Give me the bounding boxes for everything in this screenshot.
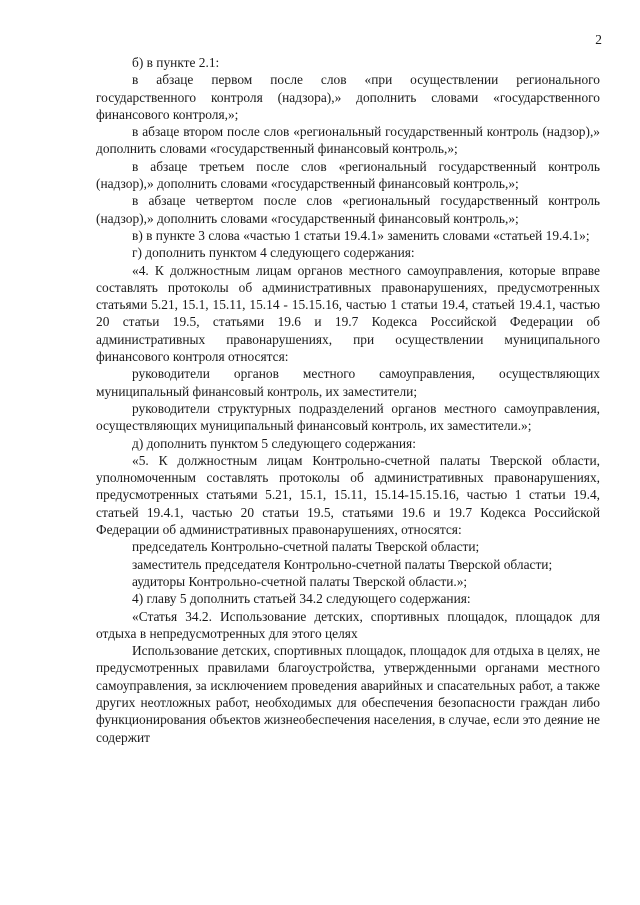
paragraph: в абзаце третьем после слов «региональный государственный контроль (надзор),» дополнить словами «государственный финансовый контроль,»; — [96, 158, 600, 192]
page-number: 2 — [595, 32, 602, 47]
paragraph: Использование детских, спортивных площадок, площадок для отдыха в целях, не предусмотренных правилами благоустройства, утвержденными органами местного самоуправления, за исключением проведения аварийных и спасательных работ, а также других неотложных работ, необходимых для обеспечения безопасности граждан либо функционирования объектов жизнеобеспечения населения, в случае, если это деяние не содержит — [96, 643, 600, 745]
paragraph: б) в пункте 2.1: — [132, 55, 220, 70]
paragraph: г) дополнить пунктом 4 следующего содержания: — [132, 245, 415, 261]
paragraph: «Статья 34.2. Использование детских, спортивных площадок, площадок для отдыха в непредусмотренных для этого целях — [96, 608, 600, 641]
paragraph: в абзаце четвертом после слов «региональный государственный контроль (надзор),» дополнить словами «государственный финансовый контроль,»; — [96, 193, 600, 226]
paragraph: аудиторы Контрольно-счетной палаты Тверской области.»; — [132, 573, 468, 589]
paragraph: д) дополнить пунктом 5 следующего содержания: — [132, 435, 416, 451]
paragraph: в абзаце первом после слов «при осуществлении регионального государственного контроля (надзора),» дополнить словами «государственного финансового контроля,»; — [96, 72, 600, 122]
paragraph: руководители структурных подразделений органов местного самоуправления, осуществляющих муниципальный финансовый контроль, их заместители.»; — [96, 400, 600, 434]
paragraph: председатель Контрольно-счетной палаты Тверской области; — [132, 539, 480, 555]
paragraph: «5. К должностным лицам Контрольно-счетной палаты Тверской области, уполномоченным составлять протоколы об административных правонарушениях, предусмотренных статьями 5.21, 15.1, 15.11, 15.14-15.15.16, частью 1 статьи 19.4, статьей 19.4.1, частью 20 статьи 19.5, статьями 19.6 и 19.7 Кодекса Российской Федерации об административных правонарушениях, относятся: — [96, 452, 600, 538]
paragraph: руководители органов местного самоуправления, осуществляющих муниципальный финансовый контроль, их заместители; — [96, 366, 600, 399]
paragraph: заместитель председателя Контрольно-счетной палаты Тверской области; — [132, 556, 553, 572]
paragraph: в абзаце втором после слов «региональный государственный контроль (надзор),» дополнить словами «государственный финансовый контроль,»; — [96, 124, 600, 157]
document-body — [96, 54, 600, 746]
paragraph: 4) главу 5 дополнить статьей 34.2 следующего содержания: — [132, 591, 471, 607]
paragraph: в) в пункте 3 слова «частью 1 статьи 19.4.1» заменить словами «статьей 19.4.1»; — [132, 227, 590, 243]
paragraph: «4. К должностным лицам органов местного самоуправления, которые вправе составлять протоколы об административных правонарушениях, предусмотренных статьями 5.21, 15.1, 15.11, 15.14 - 15.15.16, частью 1 статьи 19.4, статьей 19.4.1, частью 20 статьи 19.5, статьями 19.6 и 19.7 Кодекса Российской Федерации об административных правонарушениях, при осуществлении муниципального финансового контроля относятся: — [96, 262, 600, 365]
